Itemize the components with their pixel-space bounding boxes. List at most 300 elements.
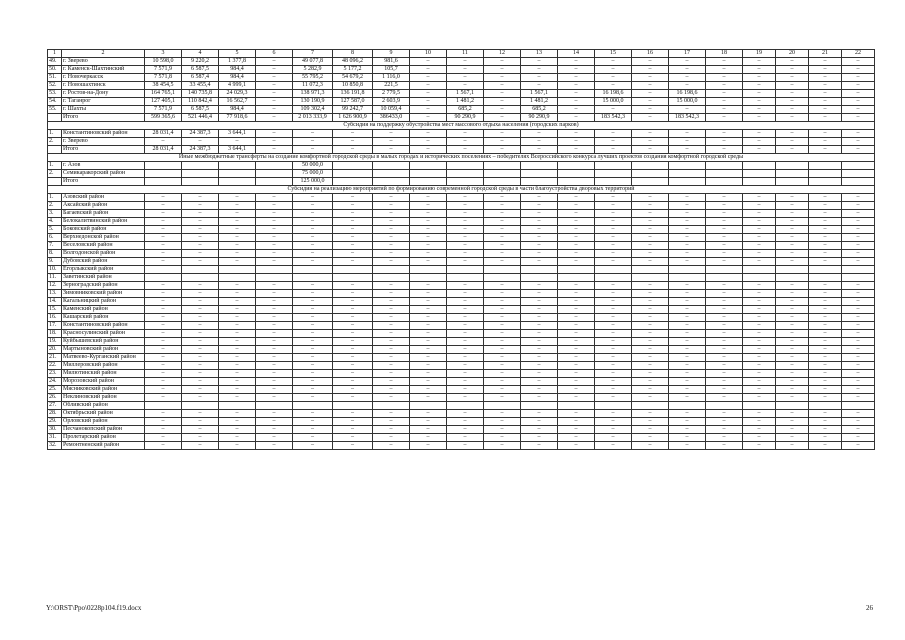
value-cell: –	[521, 410, 558, 418]
value-cell: –	[595, 410, 632, 418]
value-cell: –	[447, 210, 484, 218]
value-cell: –	[293, 362, 333, 370]
value-cell: –	[706, 66, 743, 74]
value-cell	[809, 170, 842, 178]
value-cell: –	[333, 298, 373, 306]
column-number: 22	[842, 50, 875, 58]
row-number: 49.	[48, 58, 62, 66]
value-cell: –	[256, 426, 293, 434]
value-cell: –	[256, 410, 293, 418]
value-cell: –	[293, 226, 333, 234]
value-cell	[219, 402, 256, 410]
value-cell: –	[447, 146, 484, 154]
value-cell: –	[219, 338, 256, 346]
value-cell: –	[219, 346, 256, 354]
value-cell: –	[293, 378, 333, 386]
value-cell: 10 850,8	[333, 82, 373, 90]
value-cell: 54 679,2	[333, 74, 373, 82]
value-cell: –	[145, 378, 182, 386]
value-cell: –	[595, 82, 632, 90]
value-cell: –	[484, 58, 521, 66]
document-sheet	[47, 49, 864, 450]
value-cell: –	[256, 418, 293, 426]
table-row	[48, 178, 875, 186]
value-cell: –	[256, 290, 293, 298]
value-cell: –	[373, 314, 410, 322]
row-name: Мясниковский район	[62, 386, 145, 394]
value-cell: –	[743, 282, 776, 290]
value-cell: –	[484, 314, 521, 322]
value-cell: 1 626 900,9	[333, 114, 373, 122]
row-name: г. Новошахтинск	[62, 82, 145, 90]
value-cell: –	[743, 82, 776, 90]
value-cell: –	[776, 354, 809, 362]
value-cell	[809, 274, 842, 282]
table-row	[48, 162, 875, 170]
value-cell: 16 198,6	[595, 90, 632, 98]
value-cell: –	[219, 314, 256, 322]
value-cell: 50 000,0	[293, 162, 333, 170]
value-cell: –	[293, 346, 333, 354]
value-cell: –	[410, 410, 447, 418]
value-cell: –	[447, 58, 484, 66]
value-cell: –	[743, 394, 776, 402]
value-cell	[776, 178, 809, 186]
value-cell: –	[484, 130, 521, 138]
value-cell: –	[842, 194, 875, 202]
column-number: 2	[62, 50, 145, 58]
value-cell: –	[809, 82, 842, 90]
value-cell: –	[447, 330, 484, 338]
value-cell: –	[706, 298, 743, 306]
value-cell: –	[632, 330, 669, 338]
value-cell: –	[333, 138, 373, 146]
value-cell: –	[484, 210, 521, 218]
value-cell	[373, 402, 410, 410]
value-cell: –	[373, 330, 410, 338]
value-cell: –	[632, 58, 669, 66]
value-cell: –	[145, 354, 182, 362]
value-cell: –	[145, 290, 182, 298]
value-cell: –	[521, 290, 558, 298]
row-number: 55.	[48, 106, 62, 114]
value-cell: –	[669, 146, 706, 154]
row-name: Верхнедонской район	[62, 234, 145, 242]
value-cell: –	[669, 74, 706, 82]
value-cell: –	[632, 106, 669, 114]
value-cell: –	[743, 426, 776, 434]
value-cell: –	[256, 202, 293, 210]
value-cell: –	[182, 386, 219, 394]
value-cell: 6 587,4	[182, 74, 219, 82]
value-cell: –	[293, 298, 333, 306]
value-cell	[333, 170, 373, 178]
value-cell	[182, 178, 219, 186]
value-cell: –	[669, 258, 706, 266]
value-cell: –	[256, 370, 293, 378]
value-cell: –	[776, 58, 809, 66]
value-cell: –	[706, 138, 743, 146]
value-cell: –	[182, 258, 219, 266]
value-cell: –	[333, 346, 373, 354]
value-cell: –	[447, 138, 484, 146]
value-cell: –	[809, 394, 842, 402]
value-cell: –	[809, 114, 842, 122]
value-cell: –	[484, 114, 521, 122]
value-cell	[776, 170, 809, 178]
value-cell: –	[558, 58, 595, 66]
table-row	[48, 106, 875, 114]
row-number: 23.	[48, 370, 62, 378]
value-cell: –	[145, 346, 182, 354]
value-cell: –	[333, 354, 373, 362]
value-cell: –	[447, 66, 484, 74]
column-number: 6	[256, 50, 293, 58]
value-cell: 49 077,8	[293, 58, 333, 66]
value-cell: –	[447, 218, 484, 226]
value-cell: –	[182, 194, 219, 202]
value-cell: –	[447, 426, 484, 434]
value-cell: –	[182, 210, 219, 218]
row-number: 2.	[48, 202, 62, 210]
value-cell: –	[842, 442, 875, 450]
value-cell: –	[558, 90, 595, 98]
value-cell: –	[410, 378, 447, 386]
value-cell	[410, 266, 447, 274]
value-cell	[669, 274, 706, 282]
value-cell: –	[521, 258, 558, 266]
value-cell	[256, 274, 293, 282]
value-cell	[842, 266, 875, 274]
section-row	[48, 122, 875, 130]
column-number: 4	[182, 50, 219, 58]
value-cell: –	[333, 378, 373, 386]
value-cell: –	[521, 322, 558, 330]
value-cell: –	[809, 442, 842, 450]
value-cell: –	[410, 250, 447, 258]
value-cell: –	[410, 210, 447, 218]
value-cell: –	[333, 362, 373, 370]
section-title-parks: Субсидия на поддержку обустройства мест массового отдыха населения (городских парков)	[48, 122, 875, 130]
value-cell	[145, 170, 182, 178]
value-cell: 24 029,3	[219, 90, 256, 98]
value-cell: –	[595, 226, 632, 234]
value-cell	[595, 266, 632, 274]
value-cell: –	[182, 314, 219, 322]
row-name: г. Зверево	[62, 138, 145, 146]
value-cell: –	[595, 290, 632, 298]
value-cell: –	[809, 258, 842, 266]
value-cell: –	[809, 362, 842, 370]
row-number: 3.	[48, 210, 62, 218]
value-cell: –	[632, 194, 669, 202]
value-cell: –	[293, 242, 333, 250]
value-cell	[842, 170, 875, 178]
value-cell: –	[842, 114, 875, 122]
value-cell: –	[484, 282, 521, 290]
value-cell	[669, 162, 706, 170]
value-cell: –	[558, 338, 595, 346]
value-cell: –	[447, 370, 484, 378]
table-row	[48, 394, 875, 402]
value-cell: –	[632, 378, 669, 386]
value-cell	[669, 170, 706, 178]
column-number: 5	[219, 50, 256, 58]
value-cell: –	[776, 346, 809, 354]
value-cell: –	[776, 218, 809, 226]
value-cell: –	[333, 426, 373, 434]
value-cell: –	[373, 194, 410, 202]
row-number: 1.	[48, 194, 62, 202]
row-name: Зимовниковский район	[62, 290, 145, 298]
value-cell: –	[293, 314, 333, 322]
value-cell: –	[219, 442, 256, 450]
value-cell: –	[410, 394, 447, 402]
value-cell: –	[595, 218, 632, 226]
value-cell: –	[373, 386, 410, 394]
table-row	[48, 330, 875, 338]
value-cell	[333, 266, 373, 274]
value-cell	[333, 162, 373, 170]
value-cell: –	[776, 210, 809, 218]
value-cell	[447, 266, 484, 274]
row-number: 30.	[48, 426, 62, 434]
value-cell: –	[743, 242, 776, 250]
value-cell: –	[669, 442, 706, 450]
value-cell: –	[145, 418, 182, 426]
value-cell: –	[706, 218, 743, 226]
value-cell: –	[521, 298, 558, 306]
value-cell: 15 000,0	[595, 98, 632, 106]
value-cell: –	[595, 426, 632, 434]
value-cell: –	[182, 346, 219, 354]
value-cell: –	[743, 194, 776, 202]
value-cell: –	[595, 138, 632, 146]
value-cell: –	[743, 234, 776, 242]
value-cell: –	[373, 234, 410, 242]
value-cell: –	[632, 82, 669, 90]
row-name: Ремонтненский район	[62, 442, 145, 450]
row-number: 28.	[48, 410, 62, 418]
value-cell: –	[558, 306, 595, 314]
table-row	[48, 98, 875, 106]
value-cell: –	[842, 202, 875, 210]
value-cell: –	[333, 210, 373, 218]
value-cell: –	[776, 426, 809, 434]
value-cell: –	[373, 226, 410, 234]
value-cell: –	[669, 138, 706, 146]
value-cell: –	[182, 138, 219, 146]
value-cell: –	[595, 146, 632, 154]
value-cell: –	[809, 338, 842, 346]
value-cell: –	[743, 442, 776, 450]
value-cell: –	[256, 314, 293, 322]
value-cell	[595, 170, 632, 178]
value-cell	[447, 178, 484, 186]
value-cell: –	[558, 82, 595, 90]
value-cell: –	[706, 378, 743, 386]
value-cell	[256, 170, 293, 178]
value-cell: –	[842, 306, 875, 314]
value-cell: –	[373, 290, 410, 298]
table-row	[48, 354, 875, 362]
value-cell: –	[632, 322, 669, 330]
value-cell: –	[706, 338, 743, 346]
value-cell: –	[410, 370, 447, 378]
value-cell: –	[182, 330, 219, 338]
value-cell: –	[521, 234, 558, 242]
value-cell: –	[776, 202, 809, 210]
value-cell	[219, 162, 256, 170]
value-cell: –	[373, 130, 410, 138]
row-number: 1.	[48, 130, 62, 138]
value-cell: –	[809, 234, 842, 242]
value-cell: –	[182, 290, 219, 298]
value-cell: –	[521, 354, 558, 362]
value-cell: –	[632, 226, 669, 234]
value-cell: –	[595, 282, 632, 290]
row-number: 26.	[48, 394, 62, 402]
value-cell: 984,4	[219, 66, 256, 74]
value-cell: –	[669, 234, 706, 242]
value-cell: –	[809, 226, 842, 234]
value-cell: –	[521, 58, 558, 66]
value-cell: –	[256, 250, 293, 258]
table-row	[48, 138, 875, 146]
row-number: 2.	[48, 138, 62, 146]
value-cell: –	[410, 314, 447, 322]
row-number	[48, 114, 62, 122]
value-cell: –	[447, 226, 484, 234]
row-number: 25.	[48, 386, 62, 394]
value-cell: –	[706, 90, 743, 98]
column-number: 16	[632, 50, 669, 58]
section-row	[48, 154, 875, 162]
value-cell: –	[706, 418, 743, 426]
value-cell: 130 190,9	[293, 98, 333, 106]
value-cell: –	[776, 146, 809, 154]
value-cell: –	[776, 130, 809, 138]
value-cell: –	[373, 306, 410, 314]
value-cell: –	[521, 202, 558, 210]
value-cell: –	[145, 218, 182, 226]
value-cell: –	[333, 370, 373, 378]
row-name: г. Шахты	[62, 106, 145, 114]
value-cell: –	[145, 250, 182, 258]
value-cell	[669, 402, 706, 410]
value-cell	[145, 402, 182, 410]
value-cell: –	[145, 282, 182, 290]
value-cell: –	[410, 58, 447, 66]
value-cell: 9 220,2	[182, 58, 219, 66]
value-cell	[842, 274, 875, 282]
value-cell: –	[776, 82, 809, 90]
value-cell: –	[410, 90, 447, 98]
value-cell: –	[521, 130, 558, 138]
value-cell: –	[293, 210, 333, 218]
value-cell: –	[776, 114, 809, 122]
value-cell: –	[256, 242, 293, 250]
value-cell	[632, 274, 669, 282]
table-row	[48, 202, 875, 210]
value-cell: –	[373, 394, 410, 402]
value-cell: –	[558, 442, 595, 450]
column-number: 20	[776, 50, 809, 58]
value-cell: –	[447, 250, 484, 258]
value-cell: 3 644,1	[219, 130, 256, 138]
value-cell	[558, 162, 595, 170]
column-number: 13	[521, 50, 558, 58]
value-cell: –	[558, 330, 595, 338]
value-cell: –	[447, 258, 484, 266]
value-cell: –	[182, 338, 219, 346]
value-cell: 11 072,3	[293, 82, 333, 90]
column-number: 21	[809, 50, 842, 58]
value-cell: –	[558, 66, 595, 74]
value-cell: –	[558, 298, 595, 306]
value-cell	[595, 162, 632, 170]
row-name: Боковский район	[62, 226, 145, 234]
value-cell: 90 290,9	[521, 114, 558, 122]
column-number-row	[48, 50, 875, 58]
value-cell: –	[410, 146, 447, 154]
row-name: Итого	[62, 146, 145, 154]
value-cell: –	[484, 410, 521, 418]
value-cell: –	[743, 210, 776, 218]
value-cell: –	[293, 130, 333, 138]
value-cell: –	[632, 338, 669, 346]
value-cell	[484, 274, 521, 282]
value-cell: –	[484, 202, 521, 210]
value-cell: –	[410, 306, 447, 314]
value-cell	[669, 266, 706, 274]
value-cell: –	[558, 362, 595, 370]
value-cell: –	[669, 306, 706, 314]
value-cell: –	[145, 298, 182, 306]
value-cell: –	[558, 426, 595, 434]
value-cell: –	[293, 386, 333, 394]
value-cell: –	[706, 306, 743, 314]
value-cell: –	[521, 250, 558, 258]
value-cell: –	[809, 346, 842, 354]
value-cell: –	[145, 370, 182, 378]
value-cell: –	[809, 410, 842, 418]
value-cell: 7 571,8	[145, 74, 182, 82]
value-cell: –	[219, 370, 256, 378]
value-cell	[521, 178, 558, 186]
table-row	[48, 418, 875, 426]
value-cell: 1 481,2	[447, 98, 484, 106]
value-cell: 48 096,2	[333, 58, 373, 66]
value-cell: –	[776, 90, 809, 98]
value-cell: –	[595, 242, 632, 250]
value-cell	[632, 402, 669, 410]
value-cell: –	[776, 282, 809, 290]
value-cell: –	[484, 322, 521, 330]
value-cell: –	[373, 258, 410, 266]
value-cell: –	[256, 98, 293, 106]
value-cell: –	[809, 250, 842, 258]
value-cell: –	[293, 218, 333, 226]
column-number: 12	[484, 50, 521, 58]
value-cell: 55 795,2	[293, 74, 333, 82]
value-cell: 2 779,5	[373, 90, 410, 98]
value-cell: –	[484, 82, 521, 90]
value-cell	[743, 162, 776, 170]
value-cell: 7 571,9	[145, 66, 182, 74]
value-cell: –	[706, 194, 743, 202]
value-cell: –	[669, 282, 706, 290]
